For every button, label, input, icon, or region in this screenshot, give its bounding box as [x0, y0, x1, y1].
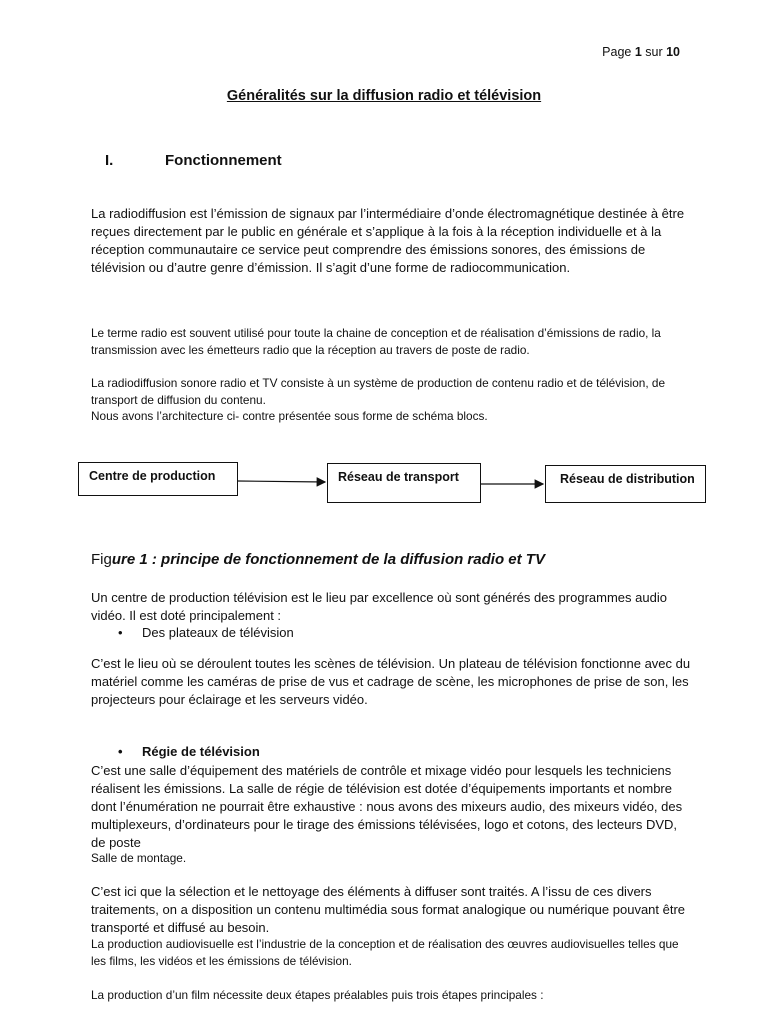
- section-label: Fonctionnement: [165, 152, 282, 169]
- paragraph-sonore-block: [91, 375, 691, 425]
- paragraph-montage: Salle de montage.: [91, 851, 187, 865]
- bullet-marker: •: [118, 744, 123, 759]
- document-title: Généralités sur la diffusion radio et télévision: [226, 88, 542, 104]
- paragraph-film: La production d’un film nécessite deux étapes préalables puis trois étapes principales :: [91, 988, 544, 1002]
- section-heading: [105, 152, 282, 169]
- paragraph-sonore: La radiodiffusion sonore radio et TV consiste à un système de production de contenu radio et de télévision, de transport de diffusion du contenu.: [91, 376, 666, 407]
- list-item: [118, 744, 260, 759]
- section-number: I.: [105, 152, 114, 169]
- paragraph-plateau: C’est le lieu où se déroulent toutes les scènes de télévision. Un plateau de télévision fonctionne avec du matériel comme les caméras de prise de vus et cadrage de scène, les microphones de prise de son, les projecteurs pour éclairage et les serveurs vidéo.: [91, 656, 691, 707]
- box-centre-production: Centre de production: [78, 462, 238, 496]
- figure-caption-text: ure 1 : principe de fonctionnement de la diffusion radio et TV: [111, 551, 545, 568]
- page-prefix: Page: [602, 45, 635, 59]
- paragraph-regie: C’est une salle d’équipement des matériels de contrôle et mixage vidéo pour lesquels les techniciens réalisent les émissions. La salle de régie de télévision est dotée d’équipements importants et nombre dont l’énumération ne pourrait être exhaustive : nous avons des mixeurs audio, des mixeurs vidéo, des multiplexeurs, d’ordinateurs pour le tirage des émissions télévisées, logo et cotons, des lecteurs DVD, de poste: [91, 763, 683, 850]
- bullet-plateaux-label: Des plateaux de télévision: [142, 625, 294, 640]
- bullet-marker: •: [118, 625, 123, 640]
- figure-caption: [91, 551, 545, 568]
- block-diagram: [0, 455, 768, 515]
- page-mid: sur: [641, 45, 667, 59]
- page-number: [602, 45, 680, 59]
- list-item: [118, 625, 294, 640]
- bullet-regie-label: Régie de télévision: [142, 744, 260, 759]
- paragraph-centre: Un centre de production télévision est le lieu par excellence où sont générés des programmes audio vidéo. Il est doté principalement :: [91, 590, 667, 623]
- paragraph-production: La production audiovisuelle est l’industrie de la conception et de réalisation des œuvres audiovisuelles telles que les films, les vidéos et les émissions de télévision.: [91, 937, 679, 968]
- box-reseau-transport: Réseau de transport: [327, 463, 481, 503]
- paragraph-selection: C’est ici que la sélection et le nettoyage des éléments à diffuser sont traités. A l’issu de ces divers traitements, on a disposition un contenu multimédia sous format analogique ou numérique pouvant être transporté et diffusé au besoin.: [91, 884, 686, 935]
- page-total: 10: [666, 45, 680, 59]
- paragraph-intro: La radiodiffusion est l’émission de signaux par l’intermédiaire d’onde électromagnétique destinée à être reçues directement par le public en générale et s’applique à la fois à la réception individuelle et à la réception communautaire ce service peut comprendre des émissions sonores, des émissions de télévision ou d’autre genre d’émission. Il s’agit d’une forme de radiocommunication.: [91, 206, 685, 275]
- paragraph-architecture: Nous avons l’architecture ci- contre présentée sous forme de schéma blocs.: [91, 409, 488, 423]
- page-current: 1: [634, 45, 642, 59]
- box-reseau-distribution: Réseau de distribution: [545, 465, 706, 503]
- paragraph-radio: Le terme radio est souvent utilisé pour toute la chaine de conception et de réalisation d’émissions de radio, la transmission avec les émetteurs radio que la réception au travers de poste de radio.: [91, 326, 661, 357]
- arrow-production-to-transport: [238, 481, 325, 482]
- figure-prefix: Fig: [91, 551, 112, 568]
